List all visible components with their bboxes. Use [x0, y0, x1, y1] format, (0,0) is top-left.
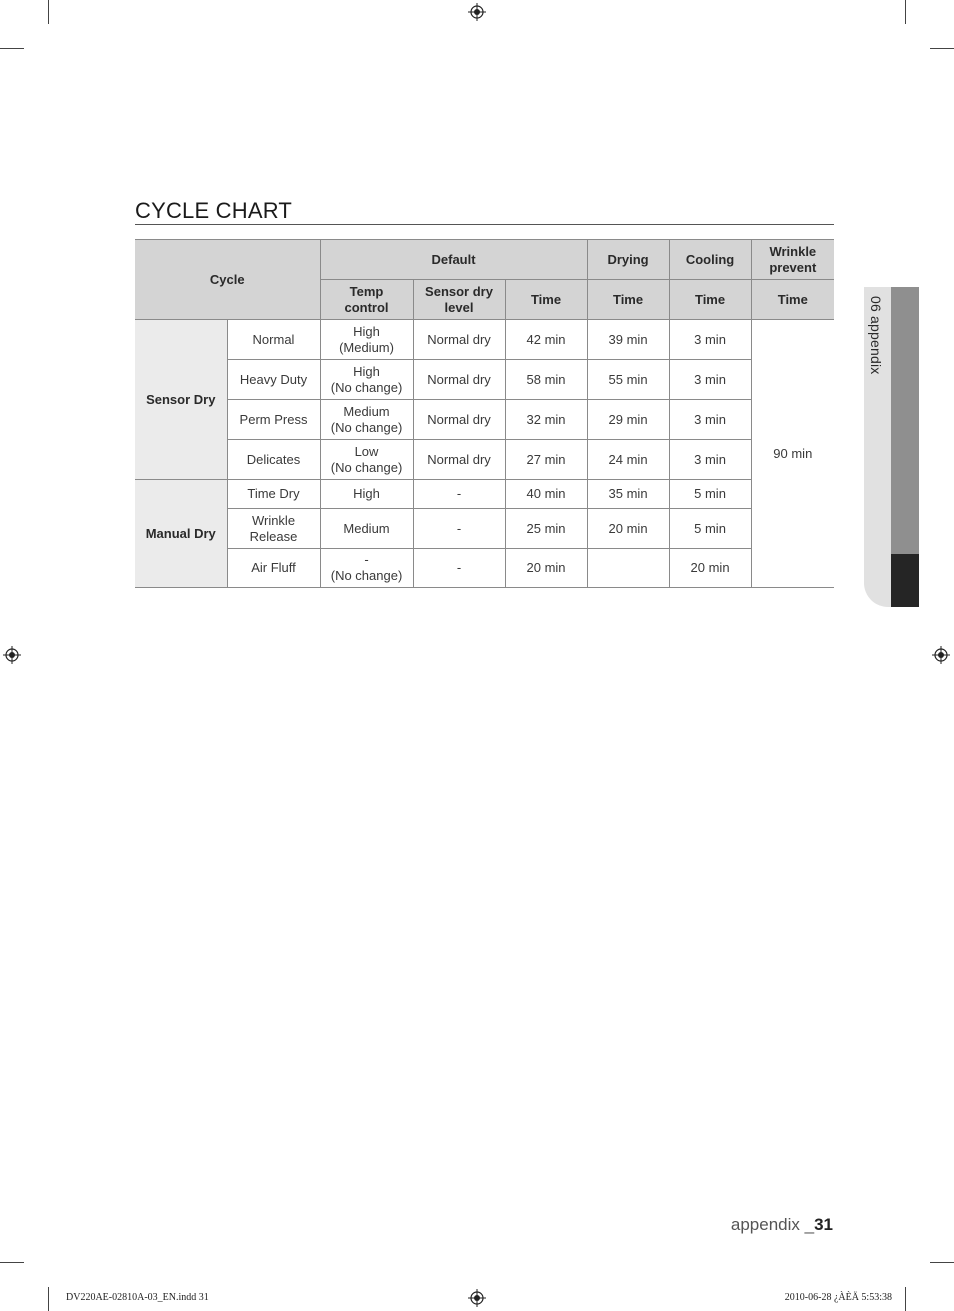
crop-mark [48, 1287, 49, 1311]
group-sensor-dry: Sensor Dry [135, 320, 227, 480]
group-manual-dry: Manual Dry [135, 480, 227, 588]
registration-mark-icon [3, 646, 21, 664]
table-row [135, 549, 834, 588]
cell-temp: Low (No change) [320, 440, 413, 480]
table-row [135, 509, 834, 549]
cell-cycle: Wrinkle Release [227, 509, 320, 549]
cell-temp: Medium (No change) [320, 400, 413, 440]
cell-cycle: Air Fluff [227, 549, 320, 588]
cell-drying: 24 min [587, 440, 669, 480]
cell-drying: 39 min [587, 320, 669, 360]
cell-level: Normal dry [413, 360, 505, 400]
cell-cycle: Time Dry [227, 480, 320, 509]
cell-cooling: 5 min [669, 509, 751, 549]
cell-cycle: Heavy Duty [227, 360, 320, 400]
cell-level: - [413, 509, 505, 549]
table-row [135, 480, 834, 509]
cell-wrinkle-prevent-time: 90 min [751, 320, 834, 588]
section-tab-label: 06 appendix [868, 296, 884, 375]
section-tab-bar [891, 287, 919, 554]
page-number: 31 [814, 1215, 833, 1234]
crop-mark [0, 1262, 24, 1263]
cell-cooling: 3 min [669, 400, 751, 440]
cell-cooling: 5 min [669, 480, 751, 509]
print-timestamp: 2010-06-28 ¿ÀÈÄ 5:53:38 [784, 1292, 892, 1303]
table-row [135, 320, 834, 360]
cell-drying [587, 549, 669, 588]
cell-temp: High [320, 480, 413, 509]
cell-temp: - (No change) [320, 549, 413, 588]
header-time: Time [751, 280, 834, 320]
cell-cooling: 3 min [669, 320, 751, 360]
print-file-name: DV220AE-02810A-03_EN.indd 31 [66, 1292, 209, 1303]
cell-level: Normal dry [413, 320, 505, 360]
table-row [135, 400, 834, 440]
header-cooling: Cooling [669, 240, 751, 280]
footer-section: appendix _ [730, 1215, 815, 1234]
header-cycle: Cycle [135, 240, 320, 320]
table-row [135, 440, 834, 480]
crop-mark [48, 0, 49, 24]
registration-mark-icon [468, 3, 486, 21]
cell-temp: Medium [320, 509, 413, 549]
cell-time: 42 min [505, 320, 587, 360]
crop-mark [905, 0, 906, 24]
cell-time: 20 min [505, 549, 587, 588]
cell-cycle: Normal [227, 320, 320, 360]
registration-mark-icon [468, 1289, 486, 1307]
page-title: CYCLE CHART [135, 198, 293, 223]
title-divider [135, 224, 834, 225]
crop-mark [0, 48, 24, 49]
cell-level: - [413, 480, 505, 509]
cell-cooling: 3 min [669, 440, 751, 480]
cell-level: - [413, 549, 505, 588]
header-default: Default [320, 240, 587, 280]
header-time: Time [587, 280, 669, 320]
crop-mark [930, 1262, 954, 1263]
cell-level: Normal dry [413, 440, 505, 480]
cell-drying: 55 min [587, 360, 669, 400]
header-time: Time [505, 280, 587, 320]
header-wrinkle-prevent: Wrinkle prevent [751, 240, 834, 280]
cell-time: 40 min [505, 480, 587, 509]
header-time: Time [669, 280, 751, 320]
header-sensor-dry-level: Sensor dry level [413, 280, 505, 320]
cell-time: 32 min [505, 400, 587, 440]
cell-cooling: 20 min [669, 549, 751, 588]
cycle-chart-table [135, 239, 834, 588]
section-tab-marker [891, 554, 919, 607]
cell-time: 25 min [505, 509, 587, 549]
crop-mark [930, 48, 954, 49]
cell-time: 58 min [505, 360, 587, 400]
cell-cycle: Perm Press [227, 400, 320, 440]
page-footer [731, 1215, 833, 1235]
cell-drying: 35 min [587, 480, 669, 509]
cell-drying: 29 min [587, 400, 669, 440]
header-temp-control: Temp control [320, 280, 413, 320]
cell-cycle: Delicates [227, 440, 320, 480]
cell-time: 27 min [505, 440, 587, 480]
registration-mark-icon [932, 646, 950, 664]
crop-mark [905, 1287, 906, 1311]
cell-temp: High (Medium) [320, 320, 413, 360]
cell-cooling: 3 min [669, 360, 751, 400]
table-row [135, 360, 834, 400]
cell-temp: High (No change) [320, 360, 413, 400]
cell-level: Normal dry [413, 400, 505, 440]
header-drying: Drying [587, 240, 669, 280]
cell-drying: 20 min [587, 509, 669, 549]
